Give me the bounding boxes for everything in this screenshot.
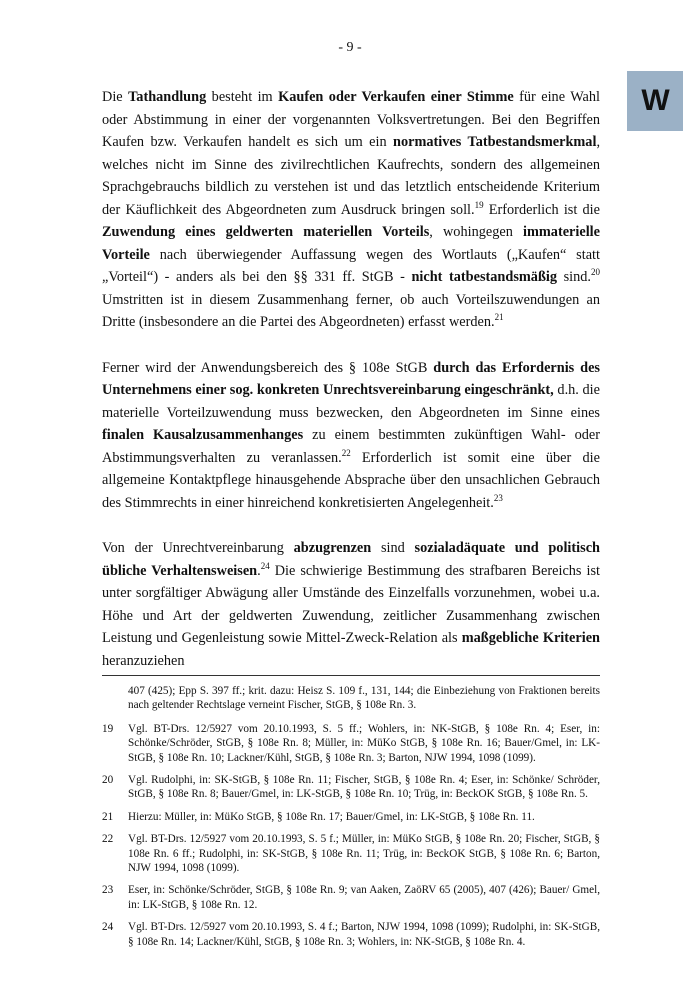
- footnote: [102, 810, 600, 824]
- footnote-number: 21: [102, 810, 114, 823]
- main-text: [102, 86, 600, 695]
- footnote-text: Vgl. BT-Drs. 12/5927 vom 20.10.1993, S. 4 f.; Barton, NJW 1994, 1098 (1099); Rudolphi, in: SK-StGB, § 108e Rn. 14; Lackner/Kühl, StGB, § 108e Rn. 3; Wohlers, in: NK-StGB, § 108e Rn. 4.: [128, 921, 600, 948]
- text-run: Umstritten ist in diesem Zusammenhang ferner, ob auch Vorteilszuwendungen an Dritte (insbesondere an die Partei des Abgeordneten) erfasst werden.: [102, 291, 600, 330]
- emphasis-text: finalen Kausalzusammenhanges: [102, 427, 304, 443]
- footnote-reference: 19: [474, 199, 484, 210]
- text-run: Ferner wird der Anwendungsbereich des § 108e StGB: [102, 359, 434, 376]
- footnote-reference: 21: [494, 312, 504, 323]
- text-run: Von der Unrechtvereinbarung: [102, 540, 294, 556]
- footnote-list: [102, 722, 600, 949]
- text-run: Die schwierige Bestimmung des strafbaren Bereichs ist unter sorgfältiger Abwägung aller Umstände des Einzelfalls vorzunehmen, wobei u.a. Höhe und Art der geldwerten Zuwendung, zeitlicher Zusammenhang zwischen Leistung und Gegenleistung sowie Mittel-Zweck-Relation als: [102, 562, 600, 646]
- footnote-separator: [102, 675, 600, 676]
- page-number: - 9 -: [338, 40, 362, 55]
- footnote: [102, 920, 600, 949]
- text-run: zu einem bestimmten zukünftigen Wahl- oder Abstimmungsverhalten zu veranlassen.: [102, 427, 600, 466]
- emphasis-text: Kaufen oder Verkaufen einer Stimme: [278, 89, 514, 105]
- emphasis-text: durch das Erfordernis des Unternehmens einer sog. konkreten Unrechtsvereinbarung eingeschränkt,: [102, 359, 600, 398]
- footnote-number: 23: [102, 884, 114, 897]
- emphasis-text: maßgebliche Kriterien: [461, 630, 600, 646]
- emphasis-text: abzugrenzen: [293, 540, 372, 556]
- paragraph-offense: [102, 86, 600, 334]
- publisher-logo: [627, 71, 683, 131]
- text-run: , welches nicht im Sinne des zivilrechtlichen Kaufrechts, sondern des allgemeinen Sprachgebrauchs bildlich zu verstehen ist und das letztlich entscheidende Kriterium der Käuflichkeit des Abgeordneten zum Ausdruck bringen soll.: [102, 134, 601, 218]
- footnote-continuation: 407 (425); Epp S. 397 ff.; krit. dazu: Heisz S. 109 f., 131, 144; die Einbeziehung von Fraktionen bereits nach geltender Rechtslage verneint Fischer, StGB, § 108e Rn. 3.: [128, 685, 600, 712]
- text-run: sind: [371, 540, 415, 556]
- footnote-number: 19: [102, 722, 114, 735]
- footnote-number: 24: [102, 921, 114, 934]
- text-run: sind.: [557, 269, 591, 285]
- text-run: Erforderlich ist somit eine über die allgemeine Kontaktpflege hinausgehende Absprache über den unsachlichen Gebrauch des Stimmrechts in einer hinreichend konkretisierten Angelegenheit.: [102, 449, 601, 511]
- footnote-text: Vgl. Rudolphi, in: SK-StGB, § 108e Rn. 11; Fischer, StGB, § 108e Rn. 4; Eser, in: Schönke/ Schröder, StGB, § 108e Rn. 8; Bauer/Gmel, in: LK-StGB, § 108e Rn. 10; Trüg, in: BeckOK StGB, § 108e Rn. 5.: [128, 774, 600, 801]
- emphasis-text: normatives Tatbestandsmerkmal: [393, 134, 597, 150]
- paragraph-delimitation: [102, 537, 600, 672]
- emphasis-text: Tathandlung: [128, 89, 207, 105]
- footnotes: [102, 684, 600, 957]
- emphasis-text: nicht tatbestandsmäßig: [411, 269, 558, 285]
- footnote-reference: 24: [260, 560, 270, 571]
- footnote-reference: 23: [493, 492, 503, 503]
- text-run: Erforderlich ist die: [483, 201, 600, 218]
- text-run: , wohingegen: [429, 224, 523, 240]
- text-run: besteht im: [206, 89, 279, 105]
- footnote-number: 22: [102, 833, 114, 846]
- text-run: für eine Wahl oder Abstimmung in einer der vorgenannten Volksvertretungen. Bei den Begriffen Kaufen bzw. Verkaufen handelt es sich um ein: [102, 89, 601, 150]
- footnote-text: Vgl. BT-Drs. 12/5927 vom 20.10.1993, S. 5 ff.; Wohlers, in: NK-StGB, § 108e Rn. 4; Eser, in: Schönke/Schröder, StGB, § 108e Rn. 8; Müller, in: MüKo StGB, § 108e Rn. 16; Bauer/Gmel, in: LK-StGB, § 108e Rn. 10; Lackner/Kühl, StGB, § 108e Rn. 3; Barton, NJW 1994, 1098 (1099).: [128, 722, 600, 764]
- logo-letter: W: [641, 84, 669, 117]
- text-run: nach überwiegender Auffassung wegen des Wortlauts („Kaufen“ statt „Vorteil“) - anders als bei den §§ 331 ff. StGB -: [102, 246, 600, 285]
- footnote: [102, 883, 600, 912]
- emphasis-text: Zuwendung eines geldwerten materiellen Vorteils: [102, 224, 430, 240]
- text-run: heranzuziehen: [102, 652, 185, 669]
- emphasis-text: sozialadäquate und politisch übliche Verhaltensweisen: [102, 540, 600, 579]
- emphasis-text: immaterielle Vorteile: [102, 224, 600, 263]
- paragraph-scope: [102, 357, 600, 515]
- footnote-number: 20: [102, 774, 114, 787]
- footnote-text: Hierzu: Müller, in: MüKo StGB, § 108e Rn. 17; Bauer/Gmel, in: LK-StGB, § 108e Rn. 11.: [128, 810, 535, 823]
- footnote-reference: 20: [591, 267, 600, 278]
- text-run: .: [257, 562, 261, 579]
- footnote-text: Vgl. BT-Drs. 12/5927 vom 20.10.1993, S. 5 f.; Müller, in: MüKo StGB, § 108e Rn. 20; Fischer, StGB, § 108e Rn. 6 ff.; Rudolphi, in: SK-StGB, § 108e Rn. 11; Trüg, in: BeckOK StGB, § 108e Rn. 6; Barton, NJW 1994, 1098 (1099).: [128, 833, 600, 875]
- footnote-text: Eser, in: Schönke/Schröder, StGB, § 108e Rn. 9; van Aaken, ZaöRV 65 (2005), 407 (426); Bauer/ Gmel, in: LK-StGB, § 108e Rn. 12.: [128, 884, 600, 911]
- text-run: d.h. die materielle Vorteilzuwendung muss bezwecken, den Abgeordneten im Sinne eines: [102, 382, 600, 421]
- text-run: Die: [102, 89, 129, 105]
- footnote: [102, 832, 600, 875]
- footnote-reference: 22: [341, 447, 351, 458]
- footnote: [102, 722, 600, 765]
- footnote: [102, 773, 600, 802]
